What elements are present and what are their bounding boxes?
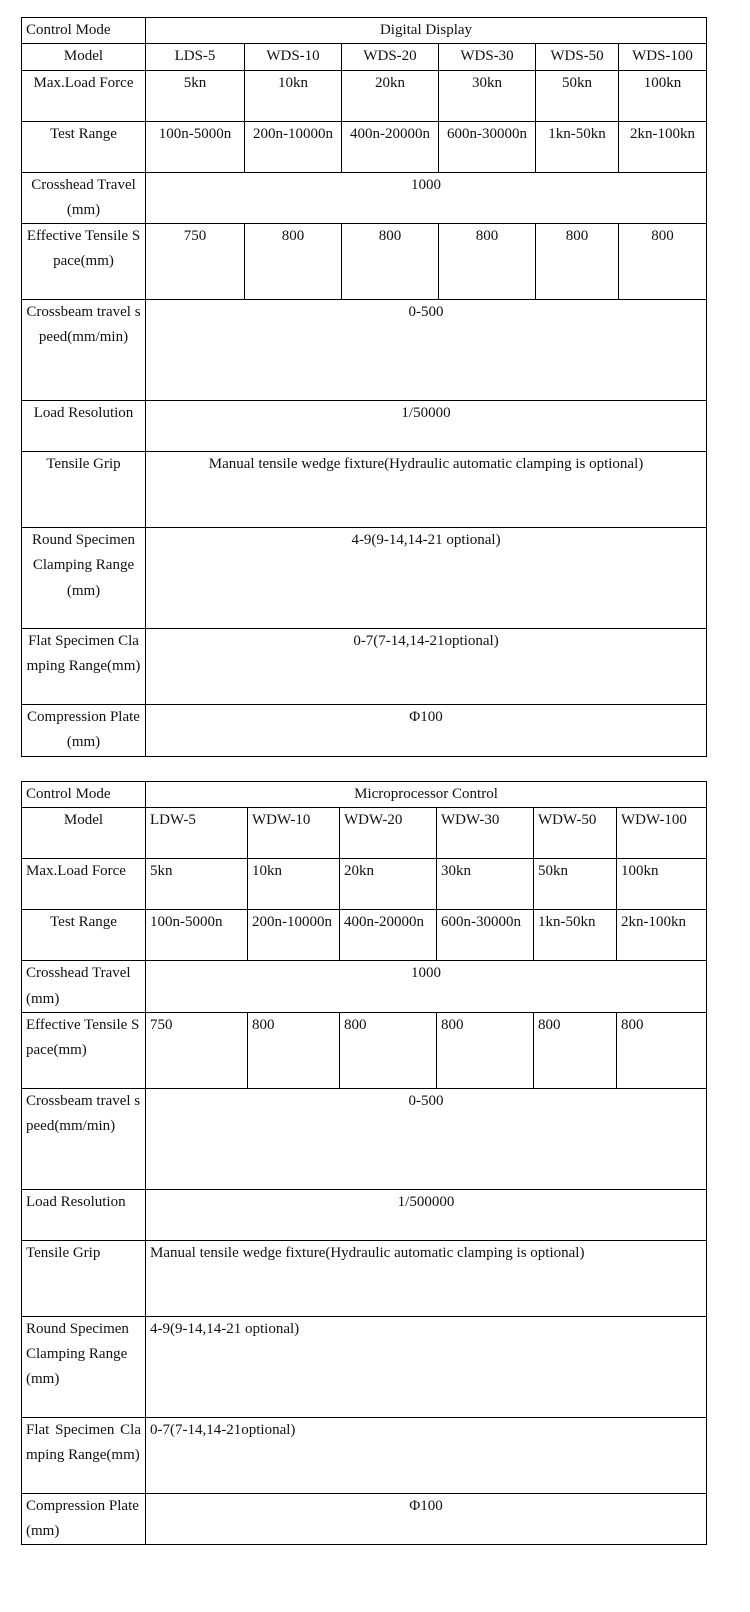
table-row [22,1012,707,1088]
load-resolution-label: Load Resolution [22,401,146,452]
table-row [22,528,707,629]
table-row [22,782,707,808]
model-label: Model [22,808,146,859]
table-row [22,401,707,452]
tensile-grip-label: Tensile Grip [22,452,146,528]
tensile-space-cell: 800 [536,224,619,300]
table-row [22,808,707,859]
max-load-cell: 100kn [617,859,707,910]
crosshead-travel-label: Crosshead Travel(mm) [22,172,146,224]
tensile-space-label: Effective Tensile Space(mm) [22,224,146,300]
tensile-space-cell: 750 [146,224,245,300]
test-range-cell: 100n-5000n [146,910,248,961]
test-range-cell: 1kn-50kn [534,910,617,961]
table-row [22,1240,707,1316]
tensile-space-cell: 800 [619,224,707,300]
round-specimen-value: 4-9(9-14,14-21 optional) [146,528,707,629]
test-range-cell: 400n-20000n [340,910,437,961]
control-mode-label: Control Mode [22,782,146,808]
crosshead-travel-value: 1000 [146,172,707,224]
control-mode-value: Microprocessor Control [146,782,707,808]
test-range-cell: 400n-20000n [342,121,439,172]
tensile-grip-value: Manual tensile wedge fixture(Hydraulic automatic clamping is optional) [146,1240,707,1316]
model-cell: LDW-5 [146,808,248,859]
tensile-space-cell: 800 [534,1012,617,1088]
tensile-space-label: Effective Tensile Space(mm) [22,1012,146,1088]
table-row [22,121,707,172]
flat-specimen-label: Flat Specimen Clamping Range(mm) [22,1417,146,1493]
max-load-cell: 20kn [340,859,437,910]
load-resolution-label: Load Resolution [22,1189,146,1240]
tensile-space-cell: 800 [617,1012,707,1088]
max-load-cell: 30kn [437,859,534,910]
test-range-cell: 1kn-50kn [536,121,619,172]
model-cell: WDW-30 [437,808,534,859]
crosshead-travel-value: 1000 [146,961,707,1013]
load-resolution-value: 1/50000 [146,401,707,452]
test-range-label: Test Range [22,121,146,172]
max-load-cell: 5kn [146,70,245,121]
test-range-cell: 2kn-100kn [619,121,707,172]
max-load-cell: 100kn [619,70,707,121]
table-row [22,70,707,121]
round-specimen-value: 4-9(9-14,14-21 optional) [146,1316,707,1417]
compression-plate-value: Φ100 [146,1493,707,1545]
test-range-cell: 2kn-100kn [617,910,707,961]
max-load-cell: 10kn [245,70,342,121]
load-resolution-value: 1/500000 [146,1189,707,1240]
digital-display-spec-table [21,17,707,757]
tensile-space-cell: 800 [245,224,342,300]
table-row [22,1493,707,1545]
table-row [22,18,707,44]
tensile-space-cell: 800 [340,1012,437,1088]
table-row [22,1189,707,1240]
tensile-grip-label: Tensile Grip [22,1240,146,1316]
compression-plate-label: Compression Plate(mm) [22,1493,146,1545]
model-cell: WDW-100 [617,808,707,859]
table-row [22,44,707,70]
crossbeam-speed-label: Crossbeam travel speed(mm/min) [22,300,146,401]
model-cell: WDS-10 [245,44,342,70]
flat-specimen-value: 0-7(7-14,14-21optional) [146,629,707,705]
test-range-cell: 200n-10000n [245,121,342,172]
table-row [22,1417,707,1493]
max-load-cell: 50kn [536,70,619,121]
crossbeam-speed-label: Crossbeam travel speed(mm/min) [22,1088,146,1189]
round-specimen-label: Round Specimen Clamping Range(mm) [22,1316,146,1417]
max-load-cell: 30kn [439,70,536,121]
max-load-cell: 10kn [248,859,340,910]
compression-plate-value: Φ100 [146,705,707,757]
model-cell: WDS-30 [439,44,536,70]
test-range-cell: 100n-5000n [146,121,245,172]
table-row [22,452,707,528]
test-range-label: Test Range [22,910,146,961]
crossbeam-speed-value: 0-500 [146,300,707,401]
crosshead-travel-label: Crosshead Travel(mm) [22,961,146,1013]
compression-plate-label: Compression Plate(mm) [22,705,146,757]
model-cell: WDS-100 [619,44,707,70]
table-row [22,705,707,757]
table-row [22,300,707,401]
model-cell: WDW-20 [340,808,437,859]
table-row [22,172,707,224]
model-cell: WDW-50 [534,808,617,859]
model-cell: WDS-20 [342,44,439,70]
model-cell: WDS-50 [536,44,619,70]
round-specimen-label: Round Specimen Clamping Range(mm) [22,528,146,629]
control-mode-label: Control Mode [22,18,146,44]
table-row [22,1316,707,1417]
table-row [22,859,707,910]
test-range-cell: 600n-30000n [437,910,534,961]
tensile-space-cell: 800 [439,224,536,300]
table-row [22,1088,707,1189]
tensile-space-cell: 800 [342,224,439,300]
test-range-cell: 600n-30000n [439,121,536,172]
flat-specimen-value: 0-7(7-14,14-21optional) [146,1417,707,1493]
tensile-grip-value: Manual tensile wedge fixture(Hydraulic automatic clamping is optional) [146,452,707,528]
tensile-space-cell: 800 [248,1012,340,1088]
table-row [22,961,707,1013]
microprocessor-control-spec-table [21,781,707,1545]
max-load-label: Max.Load Force [22,70,146,121]
max-load-cell: 5kn [146,859,248,910]
test-range-cell: 200n-10000n [248,910,340,961]
table-row [22,224,707,300]
table-row [22,910,707,961]
crossbeam-speed-value: 0-500 [146,1088,707,1189]
tensile-space-cell: 800 [437,1012,534,1088]
model-cell: WDW-10 [248,808,340,859]
model-cell: LDS-5 [146,44,245,70]
max-load-cell: 50kn [534,859,617,910]
max-load-label: Max.Load Force [22,859,146,910]
model-label: Model [22,44,146,70]
max-load-cell: 20kn [342,70,439,121]
control-mode-value: Digital Display [146,18,707,44]
flat-specimen-label: Flat Specimen Clamping Range(mm) [22,629,146,705]
table-row [22,629,707,705]
tensile-space-cell: 750 [146,1012,248,1088]
